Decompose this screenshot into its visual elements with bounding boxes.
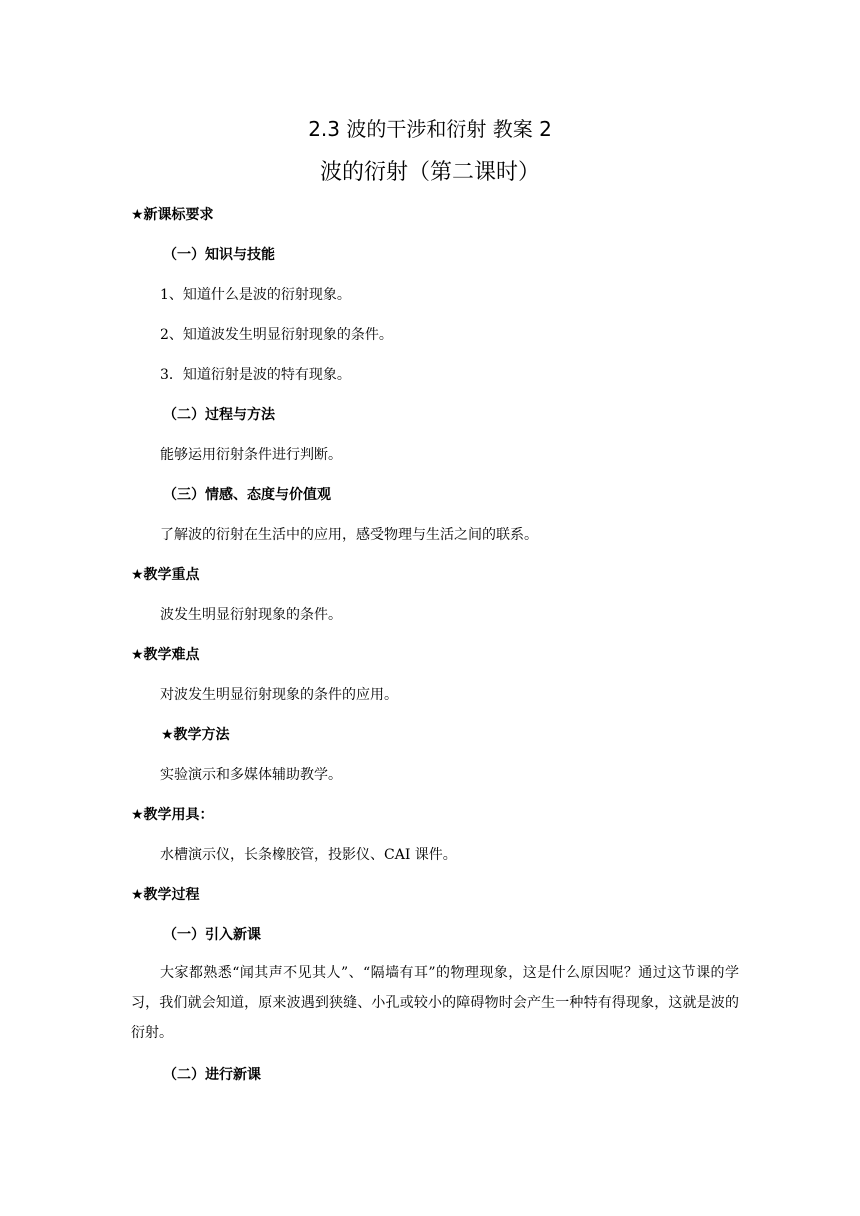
process-method-text: 能够运用衍射条件进行判断。 xyxy=(160,447,342,463)
attitude-heading: （三）情感、态度与价值观 xyxy=(163,487,331,503)
methods-heading: ★教学方法 xyxy=(161,727,230,743)
intro-paragraph: 大家都熟悉“闻其声不见其人”、“隔墙有耳”的物理现象，这是什么原因呢？通过这节课的学习，我们就会知道，原来波遇到狭缝、小孔或较小的障碍物时会产生一种特有得现象，这就是波的衍射。 xyxy=(131,965,739,1041)
process-method-heading: （二）过程与方法 xyxy=(163,407,275,423)
knowledge-item: 1、知道什么是波的衍射现象。 xyxy=(160,287,351,303)
key-points-heading: ★教学重点 xyxy=(131,567,200,583)
curriculum-heading: ★新课标要求 xyxy=(131,207,214,223)
knowledge-item: 3．知道衍射是波的特有现象。 xyxy=(160,367,351,383)
knowledge-item: 2、知道波发生明显衍射现象的条件。 xyxy=(160,327,393,343)
intro-heading: （一）引入新课 xyxy=(163,927,261,943)
key-points-text: 波发生明显衍射现象的条件。 xyxy=(160,607,342,623)
tools-heading: ★教学用具： xyxy=(131,807,214,823)
new-lesson-heading: （二）进行新课 xyxy=(163,1067,261,1083)
document-title: 2.3 波的干涉和衍射 教案 2 xyxy=(308,117,552,141)
teaching-process-heading: ★教学过程 xyxy=(131,887,200,903)
methods-text: 实验演示和多媒体辅助教学。 xyxy=(160,767,342,783)
difficulties-heading: ★教学难点 xyxy=(131,647,200,663)
document-subtitle: 波的衍射（第二课时） xyxy=(319,160,540,185)
tools-text: 水槽演示仪，长条橡胶管，投影仪、CAI 课件。 xyxy=(160,847,457,863)
knowledge-heading: （一）知识与技能 xyxy=(163,247,275,263)
difficulties-text: 对波发生明显衍射现象的条件的应用。 xyxy=(160,687,398,703)
attitude-text: 了解波的衍射在生活中的应用，感受物理与生活之间的联系。 xyxy=(160,527,538,543)
